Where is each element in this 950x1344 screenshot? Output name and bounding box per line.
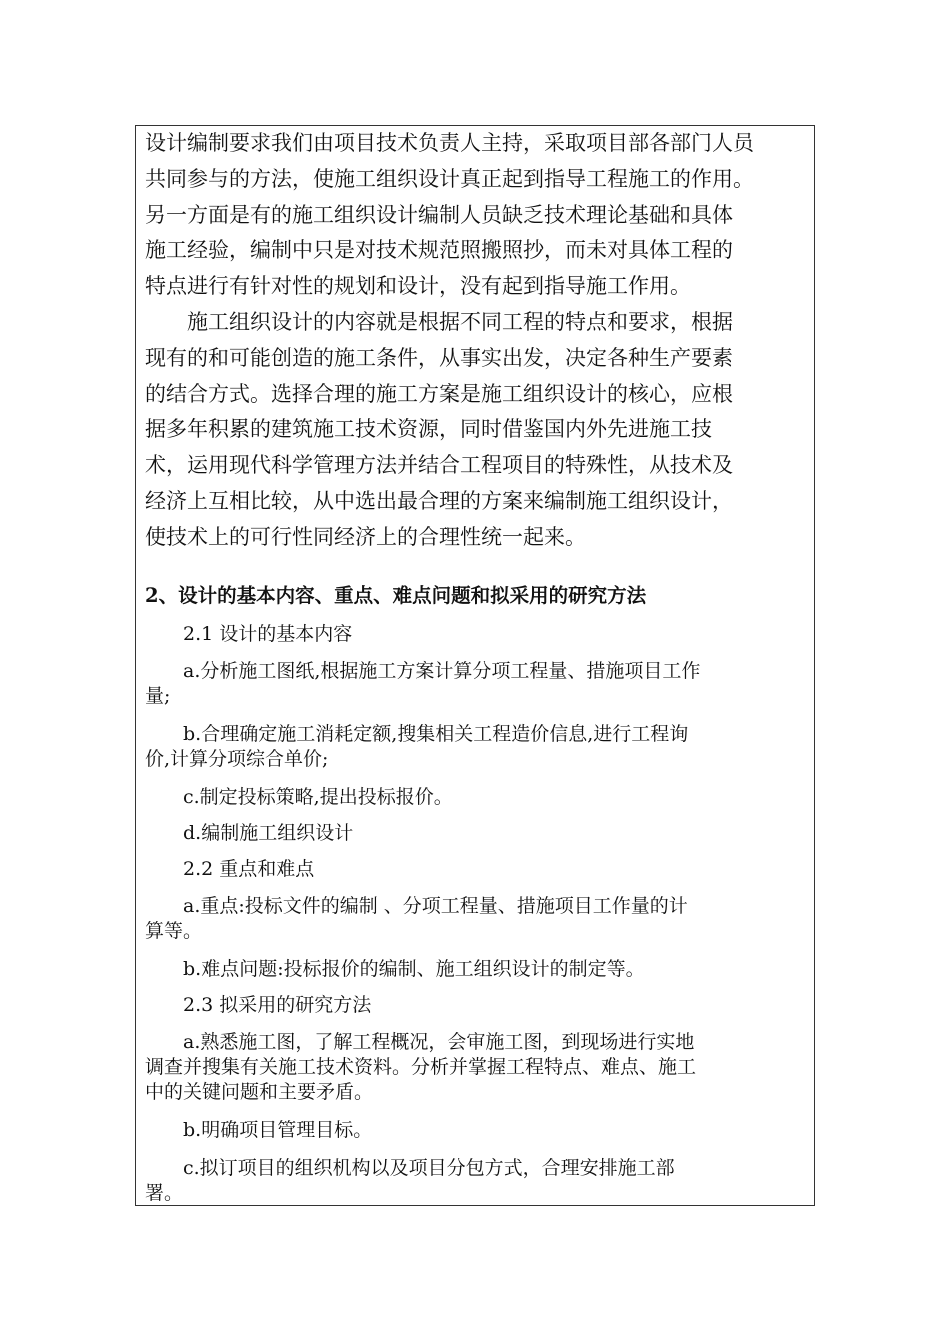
- paragraph-1: [145, 126, 805, 305]
- text-line: 特点进行有针对性的规划和设计，没有起到指导施工作用。: [145, 274, 691, 299]
- list-item-c-2-1: c.制定投标策略,提出投标报价。: [183, 786, 453, 808]
- list-item-b-2-3: b.明确项目管理目标。: [183, 1119, 373, 1141]
- subsection-heading-2-2: 2.2 重点和难点: [183, 858, 315, 880]
- text-line: 施工经验，编制中只是对技术规范照搬照抄，而未对具体工程的: [145, 238, 733, 263]
- text-line: 据多年积累的建筑施工技术资源，同时借鉴国内外先进施工技: [145, 417, 712, 442]
- section-heading: 2、设计的基本内容、重点、难点问题和拟采用的研究方法: [145, 584, 647, 607]
- list-item-b-2-2: b.难点问题:投标报价的编制、施工组织设计的制定等。: [183, 958, 645, 980]
- text-line: 的结合方式。选择合理的施工方案是施工组织设计的核心，应根: [145, 381, 733, 406]
- list-item-b-2-1: b.合理确定施工消耗定额,搜集相关工程造价信息,进行工程询 价,计算分项综合单价;: [145, 723, 689, 770]
- list-item-d-2-1: d.编制施工组织设计: [183, 822, 354, 844]
- content-table-cell: [135, 125, 815, 1206]
- list-item-a-2-3: a.熟悉施工图，了解工程概况，会审施工图，到现场进行实地 调查并搜集有关施工技术资料。分析并掌握工程特点、难点、施工 中的关键问题和主要矛盾。: [145, 1031, 697, 1103]
- text-line: 施工组织设计的内容就是根据不同工程的特点和要求，根据: [187, 310, 733, 334]
- text-line: 另一方面是有的施工组织设计编制人员缺乏技术理论基础和具体: [145, 202, 733, 227]
- text-line: 经济上互相比较，从中选出最合理的方案来编制施工组织设计，: [145, 488, 733, 513]
- list-item-a-2-2: a.重点:投标文件的编制 、分项工程量、措施项目工作量的计 算等。: [145, 895, 688, 942]
- text-line: 设计编制要求我们由项目技术负责人主持，采取项目部各部门人员: [145, 131, 754, 155]
- text-line: 术，运用现代科学管理方法并结合工程项目的特殊性，从技术及: [145, 453, 733, 478]
- text-line: 共同参与的方法，使施工组织设计真正起到指导工程施工的作用。: [145, 166, 754, 191]
- list-item-a-2-1: a.分析施工图纸,根据施工方案计算分项工程量、措施项目工作 量;: [145, 660, 701, 707]
- text-line: 现有的和可能创造的施工条件，从事实出发，决定各种生产要素: [145, 345, 733, 370]
- paragraph-2: [145, 305, 805, 556]
- subsection-heading-2-1: 2.1 设计的基本内容: [183, 623, 353, 645]
- list-item-c-2-3: c.拟订项目的组织机构以及项目分包方式，合理安排施工部 署。: [145, 1157, 675, 1204]
- text-line: 使技术上的可行性同经济上的合理性统一起来。: [145, 524, 586, 549]
- subsection-heading-2-3: 2.3 拟采用的研究方法: [183, 994, 372, 1016]
